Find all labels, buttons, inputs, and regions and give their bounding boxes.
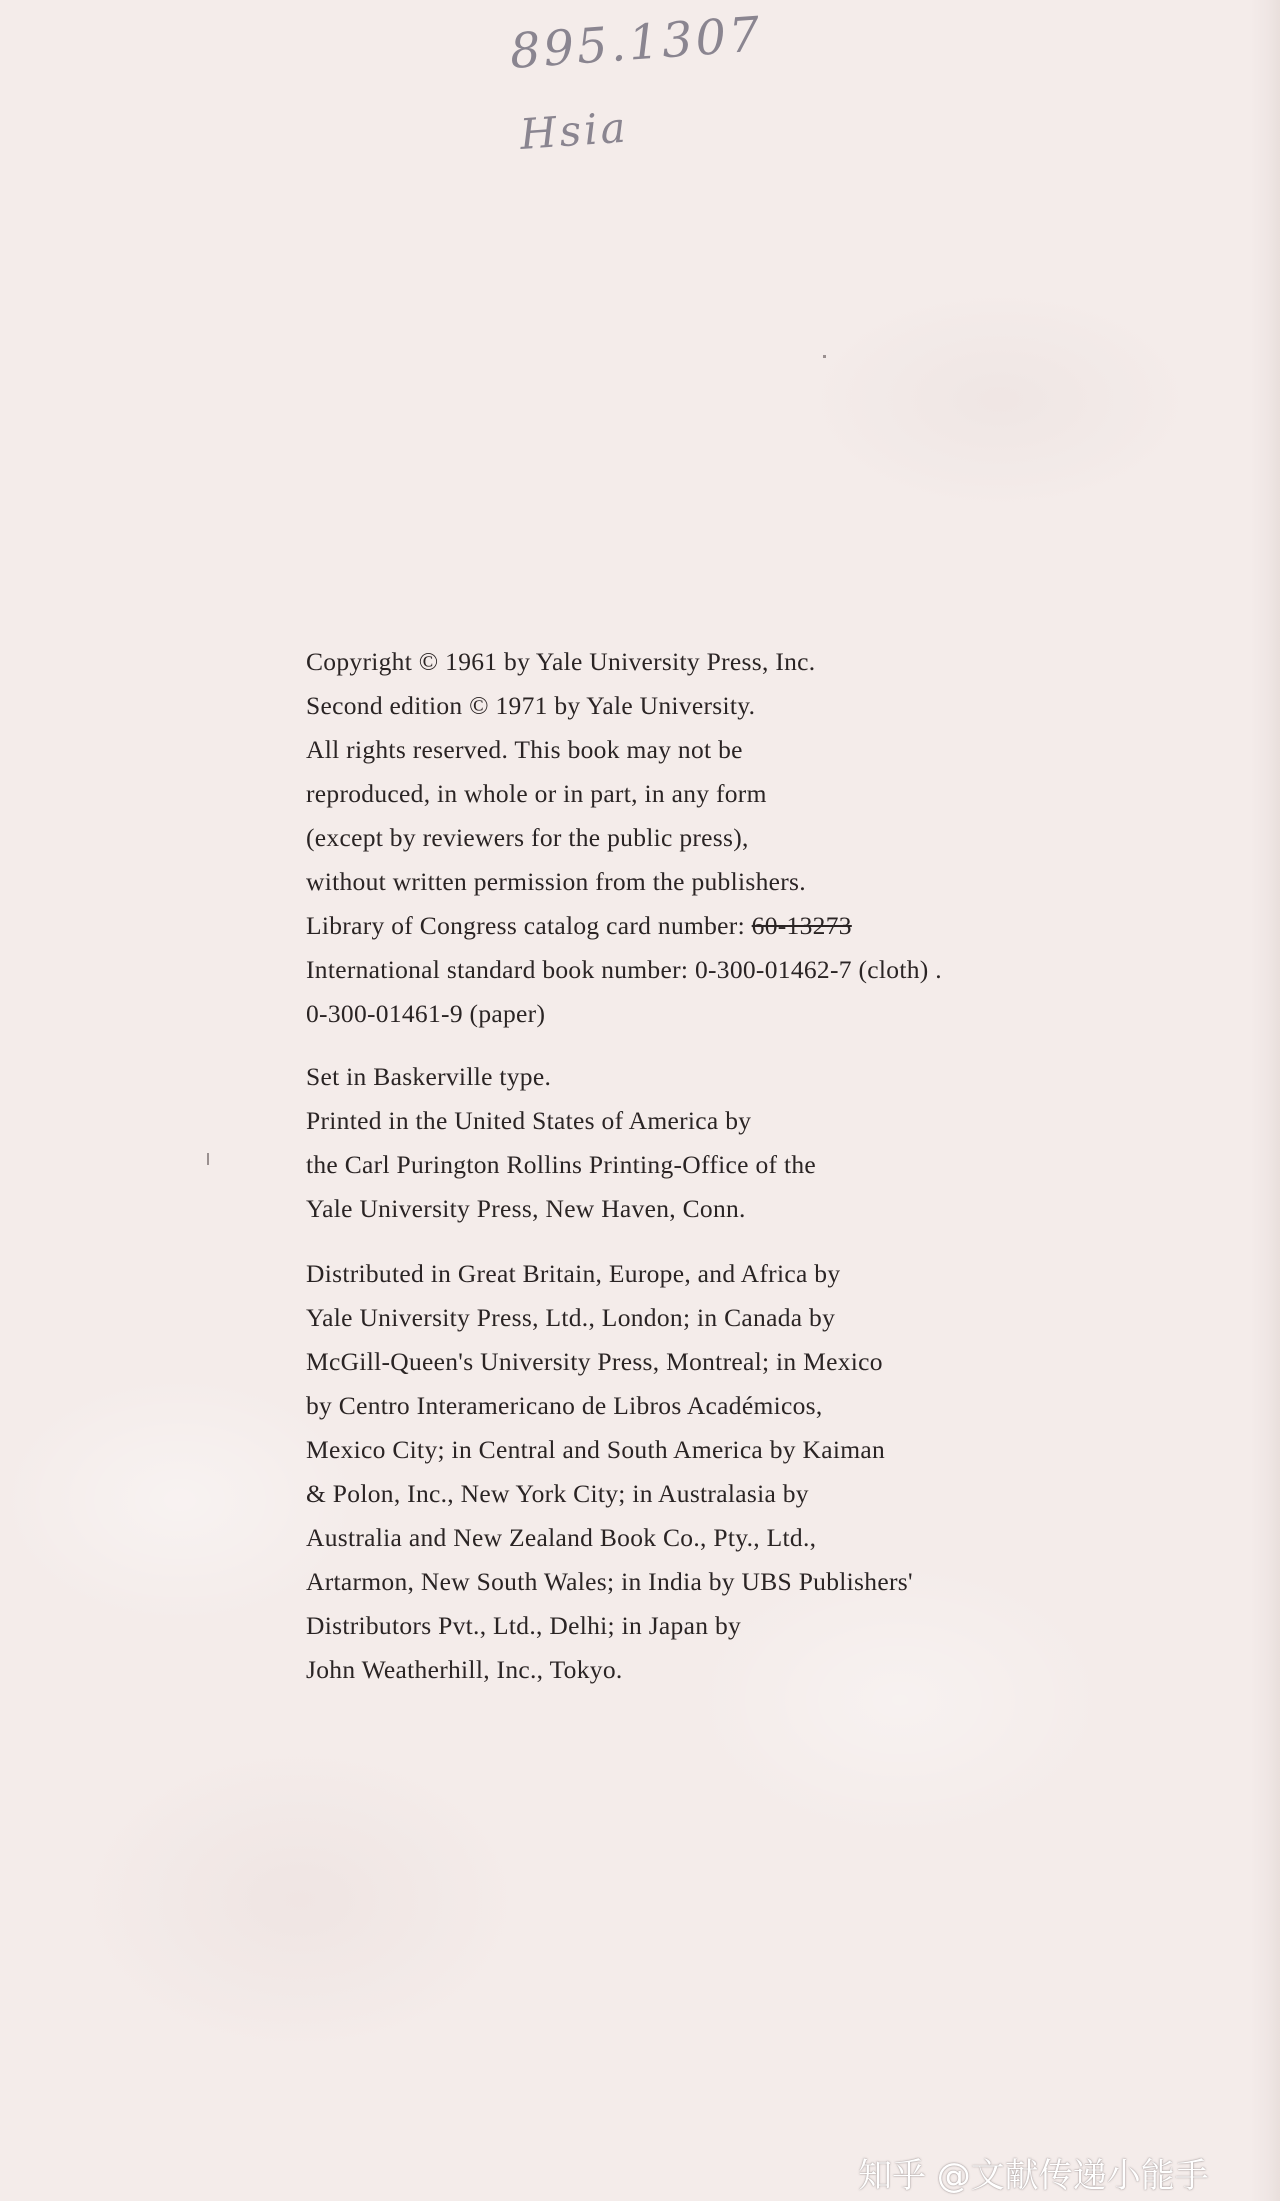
- paper-speck: [823, 355, 826, 358]
- lccn-number-struck: 60-13273: [751, 911, 852, 940]
- distribution-line: John Weatherhill, Inc., Tokyo.: [306, 1655, 623, 1684]
- copyright-line: without written permission from the publishers.: [306, 867, 806, 896]
- copyright-block: [306, 640, 1206, 1036]
- distribution-block: [306, 1252, 1206, 1692]
- copyright-line: All rights reserved. This book may not be: [306, 735, 743, 764]
- handwritten-call-number: 895.1307: [508, 6, 765, 80]
- distribution-line: Mexico City; in Central and South America by Kaiman: [306, 1435, 886, 1464]
- printing-block: [306, 1055, 1206, 1231]
- distribution-line: by Centro Interamericano de Libros Académicos,: [306, 1391, 823, 1420]
- distribution-line: Australia and New Zealand Book Co., Pty., Ltd.,: [306, 1523, 817, 1552]
- distribution-line: Distributors Pvt., Ltd., Delhi; in Japan by: [306, 1611, 742, 1640]
- distribution-line: Artarmon, New South Wales; in India by UBS Publishers': [306, 1567, 913, 1596]
- printing-line: the Carl Purington Rollins Printing-Office of the: [306, 1150, 817, 1179]
- copyright-line: Copyright © 1961 by Yale University Press, Inc.: [306, 647, 816, 676]
- isbn-line: International standard book number: 0-300-01462-7 (cloth) .: [306, 955, 942, 984]
- copyright-line: Second edition © 1971 by Yale University.: [306, 691, 756, 720]
- copyright-line: (except by reviewers for the public press),: [306, 823, 749, 852]
- watermark-text: 知乎 @文献传递小能手: [858, 2156, 1209, 2196]
- distribution-line: Yale University Press, Ltd., London; in Canada by: [306, 1303, 836, 1332]
- distribution-line: Distributed in Great Britain, Europe, and Africa by: [306, 1259, 841, 1288]
- distribution-line: & Polon, Inc., New York City; in Australasia by: [306, 1479, 809, 1508]
- printing-line: Yale University Press, New Haven, Conn.: [306, 1194, 746, 1223]
- page-edge-shadow: [1250, 0, 1280, 2201]
- copyright-line: reproduced, in whole or in part, in any form: [306, 779, 767, 808]
- lccn-line: [306, 904, 1206, 948]
- printing-line: Printed in the United States of America by: [306, 1106, 752, 1135]
- handwritten-author-code: Hsia: [518, 102, 631, 159]
- lccn-label: Library of Congress catalog card number:: [306, 911, 752, 940]
- distribution-line: McGill-Queen's University Press, Montreal; in Mexico: [306, 1347, 883, 1376]
- isbn-paper-line: 0-300-01461-9 (paper): [306, 999, 546, 1028]
- paper-speck: [207, 1153, 209, 1165]
- printing-line: Set in Baskerville type.: [306, 1062, 552, 1091]
